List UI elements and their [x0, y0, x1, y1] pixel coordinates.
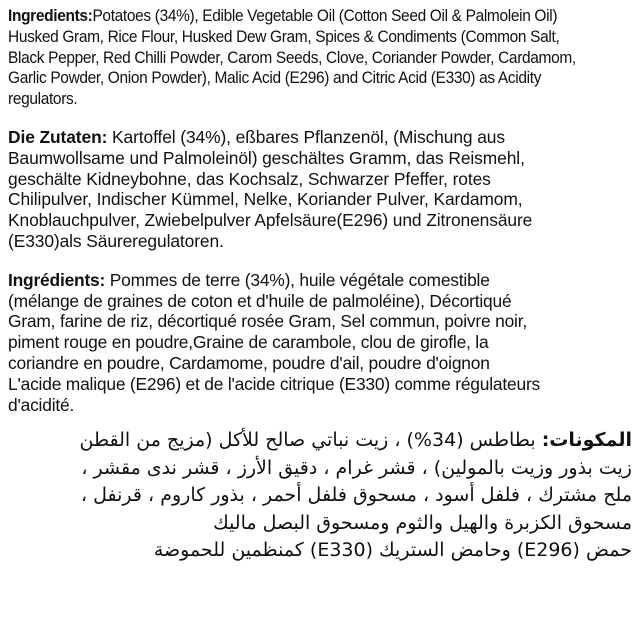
english-text: Potatoes (34%), Edible Vegetable Oil (Cotton Seed Oil & Palmolein Oil): [92, 7, 558, 25]
french-label: Ingrédients:: [8, 269, 106, 290]
english-line-4: Garlic Powder, Onion Powder), Malic Acid (E296) and Citric Acid (E330) as Acidity: [8, 69, 542, 88]
english-line-5: regulators.: [8, 90, 78, 109]
arabic-text: بطاطس (34%) ، زيت نباتي صالح للأكل (مزيج من القطن: [79, 429, 542, 452]
french-line-4: piment rouge en poudre,Graine de carambole, clou de girofle, la: [8, 332, 489, 353]
english-line-2: Husked Gram, Rice Flour, Husked Dew Gram, Spices & Condiments (Common Salt,: [8, 27, 560, 46]
french-line-1: [8, 270, 638, 291]
german-line-3: geschälte Kidneybohne, das Kochsalz, Schwarzer Pfeffer, rotes: [8, 168, 491, 189]
french-line-2: (mélange de graines de coton et d'huile de palmoléine), Décortiqué: [8, 290, 512, 311]
english-ingredients-block: [8, 6, 634, 110]
arabic-line-4: مسحوق الكزبرة والهيل والثوم ومسحوق البصل ماليك: [213, 511, 632, 534]
arabic-ingredients-block: [8, 427, 632, 565]
arabic-line-5: حمض (E296) وحامض الستريك (E330) كمنظمين للحموضة: [153, 539, 632, 562]
french-line-3: Gram, farine de riz, décortiqué rosée Gram, Sel commun, poivre noir,: [8, 311, 527, 332]
english-line-3: Black Pepper, Red Chilli Powder, Carom Seeds, Clove, Coriander Powder, Cardamom,: [8, 48, 576, 67]
french-line-7: d'acidité.: [8, 394, 75, 415]
french-line-5: coriandre en poudre, Cardamome, poudre d'ail, poudre d'oignon: [8, 352, 490, 373]
english-line-1: [8, 6, 634, 27]
arabic-line-2: زيت بذور وزيت بالمولين) ، قشر غرام ، دقيق الأرز ، قشر ندى مقشر ،: [81, 456, 632, 479]
arabic-label: المكونات:: [541, 429, 632, 452]
french-line-6: L'acide malique (E296) et de l'acide citrique (E330) comme régulateurs: [8, 373, 541, 394]
german-line-4: Chilipulver, Indischer Kümmel, Nelke, Koriander Pulver, Kardamom,: [8, 189, 523, 210]
arabic-line-3: ملح مشترك ، فلفل أسود ، مسحوق فلفل أحمر ، بذور كاروم ، قرنفل ،: [80, 484, 632, 507]
english-label: Ingredients:: [8, 7, 93, 25]
french-text: Pommes de terre (34%), huile végétale comestible: [105, 269, 490, 290]
german-label: Die Zutaten:: [8, 126, 108, 147]
french-ingredients-block: [8, 270, 638, 416]
german-line-6: (E330)als Säureregulatoren.: [8, 230, 224, 251]
german-text: Kartoffel (34%), eßbares Pflanzenöl, (Mischung aus: [107, 126, 505, 147]
german-line-1: [8, 127, 632, 148]
german-line-5: Knoblauchpulver, Zwiebelpulver Apfelsäure(E296) und Zitronensäure: [8, 210, 533, 231]
arabic-line-1: [8, 427, 632, 455]
german-line-2: Baumwollsame und Palmoleinöl) geschältes Gramm, das Reismehl,: [8, 147, 525, 168]
german-ingredients-block: [8, 127, 632, 252]
